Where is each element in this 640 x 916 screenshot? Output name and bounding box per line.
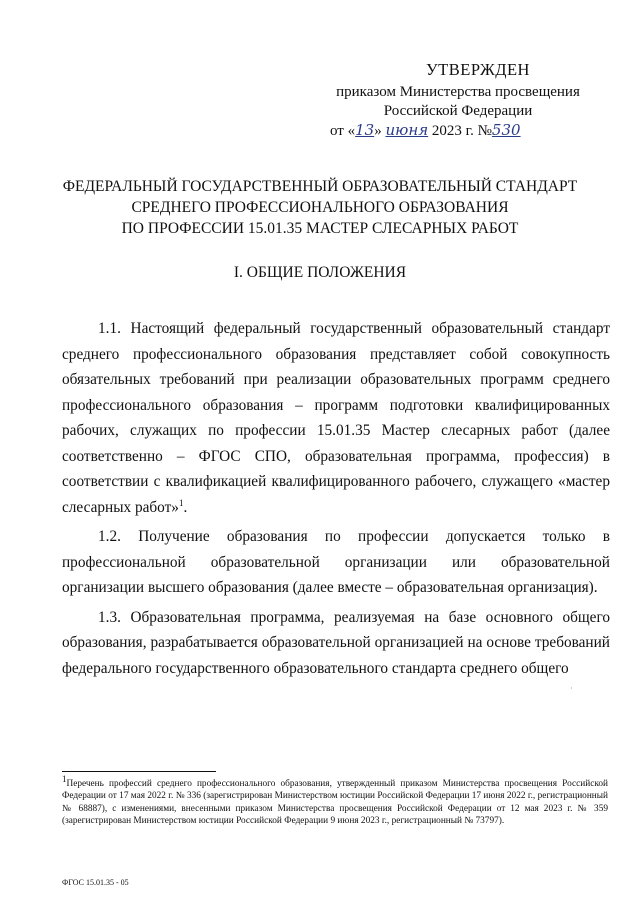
paragraph-1-3: 1.3. Образовательная программа, реализуемая на базе основного общего образования, разрабатывается образовательной организацией на основе требований федерального государственного образовательного стандарта среднего общего [62,608,610,677]
approval-line-2: Российской Федерации [383,103,533,119]
footnote-text: Перечень профессий среднего профессионального образования, утвержденный приказом Министерства просвещения Российской Федерации от 17 мая 2022 г. № 336 (зарегистрирован Министерством юстиции Российской Федерации 17 июня 2022 г., регистрационный № 68887), с изменениями, внесенными приказом Министерства просвещения Российской Федерации от 12 мая 2023 г. № 359 (зарегистрирован Министерством юстиции Российской Федерации 9 июня 2023 г., регистрационный № 73797). [62,779,608,826]
handwritten-day: 13 [355,121,375,139]
footnote-marker: 1 [62,773,67,784]
handwritten-month: июня [385,121,429,139]
paragraph-1-1 [62,316,610,520]
footnote-divider [62,771,216,772]
title-line-2: СРЕДНЕГО ПРОФЕССИОНАЛЬНОГО ОБРАЗОВАНИЯ [131,199,509,216]
date-mid: » [374,123,382,139]
title-line-3: ПО ПРОФЕССИИ 15.01.35 МАСТЕР СЛЕСАРНЫХ РАБОТ [121,220,519,237]
document-title [60,176,580,239]
date-prefix: от « [330,123,356,139]
approval-block [318,60,598,141]
date-year: 2023 г. № [431,123,492,139]
paragraph-1-1-end: . [183,498,188,516]
paragraph-1-1-text: 1.1. Настоящий федеральный государственный образовательный стандарт среднего профессионального образования представляет собой совокупность обязательных требований при реализации образовательных программ среднего профессионального образования – программ подготовки квалифицированных рабочих, служащих по профессии 15.01.35 Мастер слесарных работ (далее соответственно – ФГОС СПО, образовательная программа, профессия) в соответствии с квалификацией квалифицированного рабочего, служащего «мастер слесарных работ» [62,320,610,516]
paragraph-1-2: 1.2. Получение образования по профессии допускается только в профессиональной образовательной организации или образовательной организации высшего образования (далее вместе – образовательная организация). [62,528,610,596]
approval-line-1: приказом Министерства просвещения [336,84,580,100]
section-heading: I. ОБЩИЕ ПОЛОЖЕНИЯ [233,264,407,281]
footnote [62,773,608,827]
approval-heading: УТВЕРЖДЕН [426,60,530,79]
scan-mark: · [570,684,573,693]
page-footer-code: ФГОС 15.01.35 - 05 [62,878,129,887]
footnote-ref: 1 [178,497,184,508]
handwritten-number: 530 [491,121,521,139]
approval-date [318,121,598,141]
document-body [62,316,610,685]
title-line-1: ФЕДЕРАЛЬНЫЙ ГОСУДАРСТВЕННЫЙ ОБРАЗОВАТЕЛЬНЫЙ СТАНДАРТ [62,178,578,195]
